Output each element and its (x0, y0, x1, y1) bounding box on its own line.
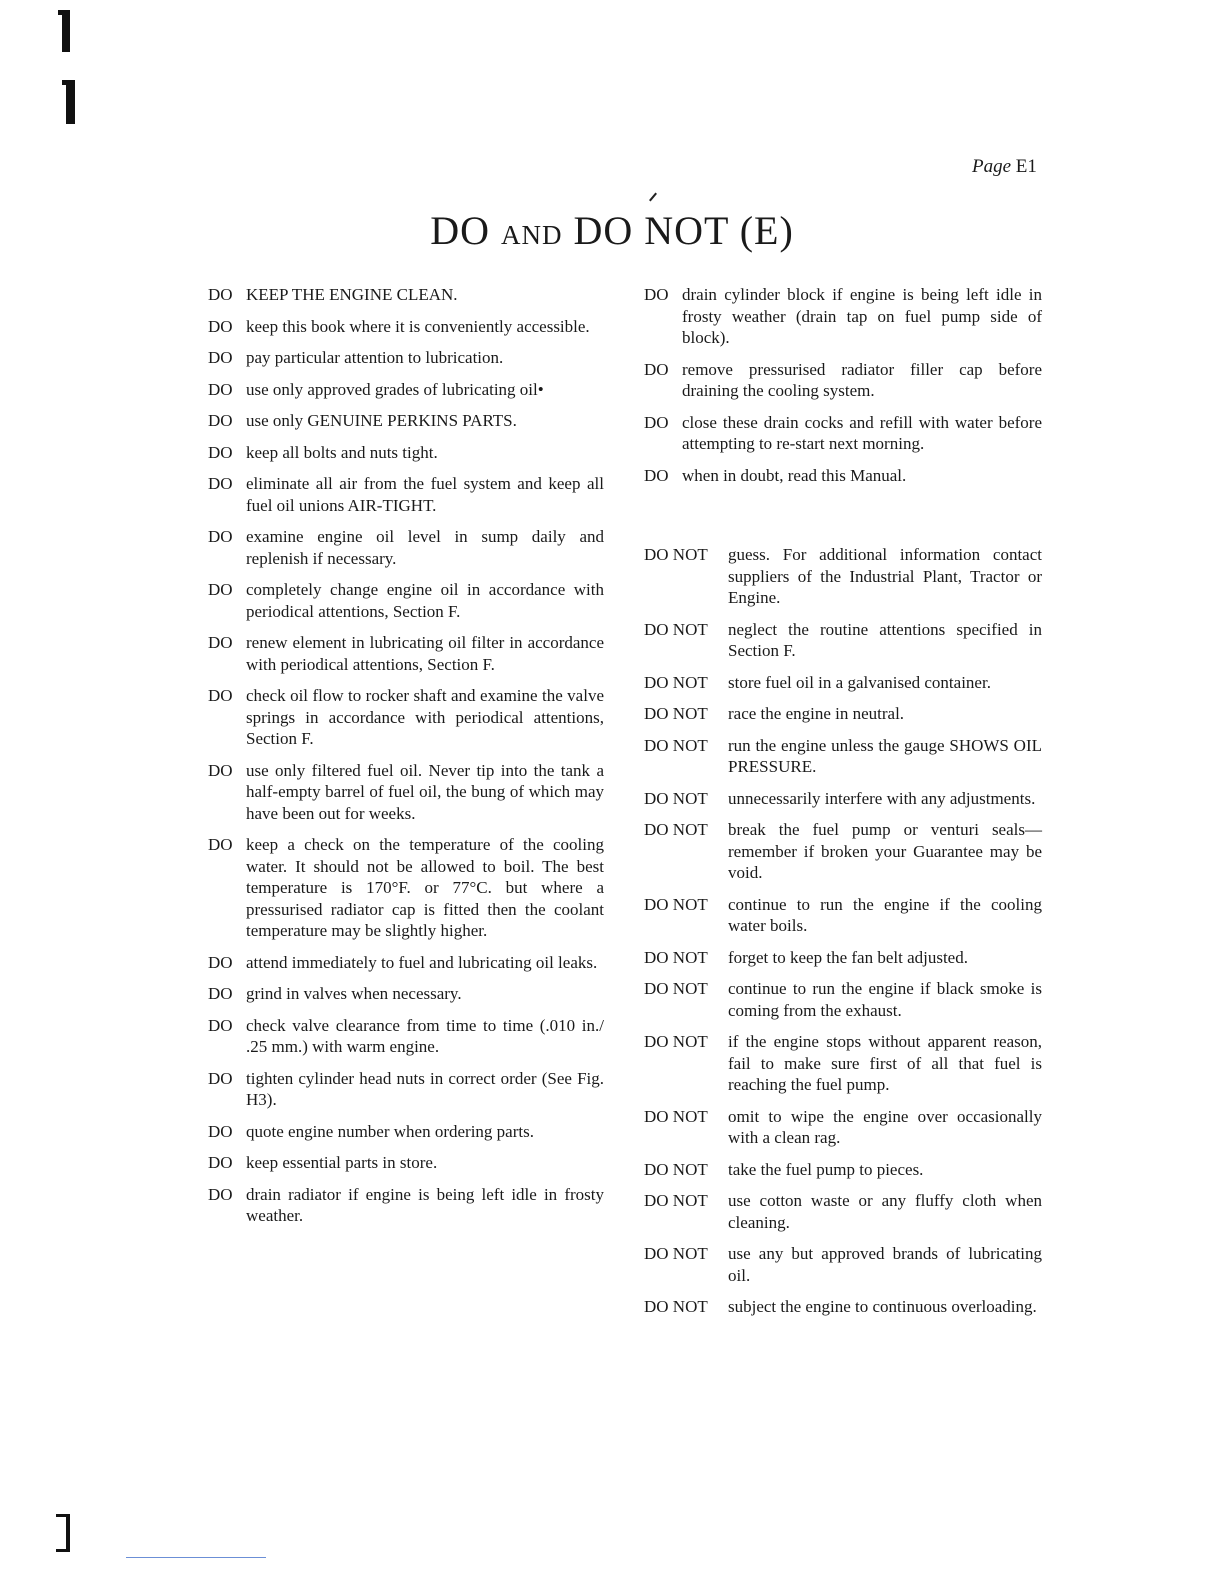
item-prefix: DO NOT (644, 1159, 708, 1179)
title-part-do: DO (430, 208, 490, 253)
list-item (208, 1121, 604, 1143)
item-prefix: DO (208, 984, 233, 1003)
list-item (644, 703, 1042, 725)
item-text: keep a check on the temperature of the cooling water. It should not be allowed to boil. The best temperature is 170°F. or 77°C. but where a pressurised radiator cap is fitted then the coolant temperature may be slightly higher. (246, 835, 604, 940)
item-prefix: DO NOT (644, 735, 708, 755)
item-text: remove pressurised radiator filler cap before draining the cooling system. (682, 359, 1042, 400)
list-item (644, 412, 1042, 455)
page-title (0, 207, 1224, 254)
list-item (644, 1031, 1042, 1096)
item-text: run the engine unless the gauge SHOWS OIL PRESSURE. (728, 735, 1042, 776)
list-item (644, 672, 1042, 694)
list-item (208, 284, 604, 306)
item-text: close these drain cocks and refill with water before attempting to re-start next morning. (682, 412, 1042, 453)
list-item (208, 983, 604, 1005)
list-item (644, 544, 1042, 609)
item-text: continue to run the engine if the cooling water boils. (728, 894, 1042, 935)
item-prefix: DO NOT (644, 947, 708, 967)
list-item (208, 834, 604, 942)
item-text: quote engine number when ordering parts. (246, 1121, 534, 1141)
scan-bracket-bottom (66, 1514, 70, 1552)
list-item (208, 526, 604, 569)
item-prefix: DO (208, 1184, 233, 1204)
item-prefix: DO (208, 1121, 233, 1141)
item-prefix: DO NOT (644, 1191, 708, 1210)
list-item (644, 359, 1042, 402)
item-text: guess. For additional information contact suppliers of the Industrial Plant, Tractor or Engine. (728, 545, 1042, 607)
item-text: keep essential parts in store. (246, 1153, 438, 1172)
list-item (208, 410, 604, 432)
item-prefix: DO (208, 835, 233, 854)
footer-rule (126, 1557, 266, 1558)
item-text: use only approved grades of lubricating oil• (246, 379, 544, 399)
item-prefix: DO (208, 411, 233, 430)
list-item (208, 952, 604, 974)
item-text: examine engine oil level in sump daily and replenish if necessary. (246, 527, 604, 568)
list-item (644, 978, 1042, 1021)
page-number (972, 156, 1037, 178)
item-prefix: DO NOT (644, 704, 708, 723)
item-text: completely change engine oil in accordance with periodical attentions, Section F. (246, 580, 604, 621)
item-prefix: DO NOT (644, 979, 708, 998)
item-text: if the engine stops without apparent reason, fail to make sure first of all that fuel is reaching the fuel pump. (728, 1032, 1042, 1094)
scan-mark-middle-serif (62, 80, 68, 85)
item-text: eliminate all air from the fuel system and keep all fuel oil unions AIR-TIGHT. (246, 474, 604, 515)
list-item (208, 316, 604, 338)
item-prefix: DO (208, 474, 233, 493)
list-item (208, 1152, 604, 1174)
list-item (644, 788, 1042, 810)
section-gap (644, 496, 1042, 544)
item-prefix: DO NOT (644, 788, 708, 808)
list-item (644, 284, 1042, 349)
list-item (644, 735, 1042, 778)
pen-tick-mark (649, 193, 657, 202)
scan-mark-middle (66, 80, 75, 124)
list-item (644, 619, 1042, 662)
item-text: neglect the routine attentions specified in Section F. (728, 619, 1042, 660)
item-prefix: DO NOT (644, 1106, 708, 1126)
list-item (644, 1243, 1042, 1286)
item-prefix: DO (208, 316, 233, 336)
list-item (644, 1296, 1042, 1318)
item-text: attend immediately to fuel and lubricating oil leaks. (246, 952, 598, 972)
item-prefix: DO NOT (644, 545, 708, 564)
list-item (208, 473, 604, 516)
list-item (208, 685, 604, 750)
scan-mark-top-serif (58, 10, 64, 15)
item-text: grind in valves when necessary. (246, 984, 462, 1003)
item-text: race the engine in neutral. (728, 704, 905, 723)
right-column (644, 284, 1042, 1328)
item-prefix: DO (208, 527, 233, 546)
item-prefix: DO NOT (644, 820, 708, 839)
item-text: drain radiator if engine is being left idle in frosty weather. (246, 1184, 604, 1225)
item-text: forget to keep the fan belt adjusted. (728, 947, 968, 967)
right-do-list (644, 284, 1042, 486)
title-part-do-not: DO NOT (E) (573, 208, 794, 253)
item-text: pay particular attention to lubrication. (246, 348, 504, 367)
item-prefix: DO (644, 465, 669, 485)
list-item (644, 1106, 1042, 1149)
list-item (644, 465, 1042, 487)
list-item (208, 579, 604, 622)
item-text: when in doubt, read this Manual. (682, 465, 907, 485)
list-item (208, 1015, 604, 1058)
item-prefix: DO (208, 633, 233, 652)
item-prefix: DO (208, 952, 233, 972)
item-prefix: DO (208, 379, 233, 399)
list-item (644, 947, 1042, 969)
list-item (208, 632, 604, 675)
item-prefix: DO (208, 1015, 233, 1035)
item-prefix: DO (208, 580, 233, 599)
list-item (208, 760, 604, 825)
scan-mark-top (62, 10, 70, 52)
item-text: KEEP THE ENGINE CLEAN. (246, 285, 458, 304)
item-prefix: DO (208, 1153, 233, 1172)
title-part-and: AND (500, 220, 563, 250)
list-item (208, 347, 604, 369)
item-text: keep all bolts and nuts tight. (246, 442, 438, 462)
item-prefix: DO NOT (644, 1032, 708, 1051)
item-prefix: DO (644, 285, 669, 304)
item-text: renew element in lubricating oil filter in accordance with periodical attentions, Section F. (246, 633, 604, 674)
item-text: break the fuel pump or venturi seals—remember if broken your Guarantee may be void. (728, 820, 1042, 882)
item-prefix: DO (644, 412, 669, 432)
item-prefix: DO NOT (644, 672, 708, 692)
list-item (644, 819, 1042, 884)
item-text: use cotton waste or any fluffy cloth when cleaning. (728, 1191, 1042, 1232)
list-item (644, 1190, 1042, 1233)
item-prefix: DO (208, 760, 233, 780)
list-item (208, 379, 604, 401)
item-prefix: DO NOT (644, 1297, 708, 1316)
item-text: tighten cylinder head nuts in correct order (See Fig. H3). (246, 1068, 604, 1109)
scan-bracket-bottom-top (56, 1514, 68, 1517)
item-prefix: DO (644, 359, 669, 379)
item-text: check valve clearance from time to time (.010 in./ .25 mm.) with warm engine. (246, 1015, 604, 1056)
item-text: use only GENUINE PERKINS PARTS. (246, 411, 517, 430)
list-item (644, 894, 1042, 937)
item-text: drain cylinder block if engine is being left idle in frosty weather (drain tap on fuel pump side of block). (682, 285, 1042, 347)
item-text: omit to wipe the engine over occasionally with a clean rag. (728, 1106, 1042, 1147)
item-text: check oil flow to rocker shaft and examine the valve springs in accordance with periodical attentions, Section F. (246, 686, 604, 748)
item-prefix: DO (208, 1068, 233, 1088)
item-text: subject the engine to continuous overloading. (728, 1297, 1037, 1316)
item-text: keep this book where it is conveniently accessible. (246, 316, 590, 336)
item-prefix: DO (208, 348, 233, 367)
item-prefix: DO NOT (644, 619, 708, 639)
item-prefix: DO (208, 686, 233, 705)
page-label: Page (972, 156, 1012, 177)
item-text: store fuel oil in a galvanised container. (728, 672, 991, 692)
item-text: use only filtered fuel oil. Never tip into the tank a half-empty barrel of fuel oil, the bung of which may have been out for weeks. (246, 760, 604, 823)
left-column (208, 284, 604, 1237)
page-number-value: E1 (1015, 156, 1037, 177)
right-do-not-list (644, 544, 1042, 1318)
item-prefix: DO NOT (644, 894, 708, 914)
item-prefix: DO (208, 442, 233, 462)
item-text: continue to run the engine if black smoke is coming from the exhaust. (728, 979, 1042, 1020)
item-prefix: DO NOT (644, 1244, 708, 1263)
list-item (208, 1184, 604, 1227)
item-text: unnecessarily interfere with any adjustments. (728, 788, 1036, 808)
scan-bracket-bottom-end (56, 1549, 68, 1552)
item-prefix: DO (208, 285, 233, 304)
item-text: take the fuel pump to pieces. (728, 1159, 924, 1179)
list-item (208, 442, 604, 464)
item-text: use any but approved brands of lubricating oil. (728, 1244, 1042, 1285)
list-item (208, 1068, 604, 1111)
list-item (644, 1159, 1042, 1181)
